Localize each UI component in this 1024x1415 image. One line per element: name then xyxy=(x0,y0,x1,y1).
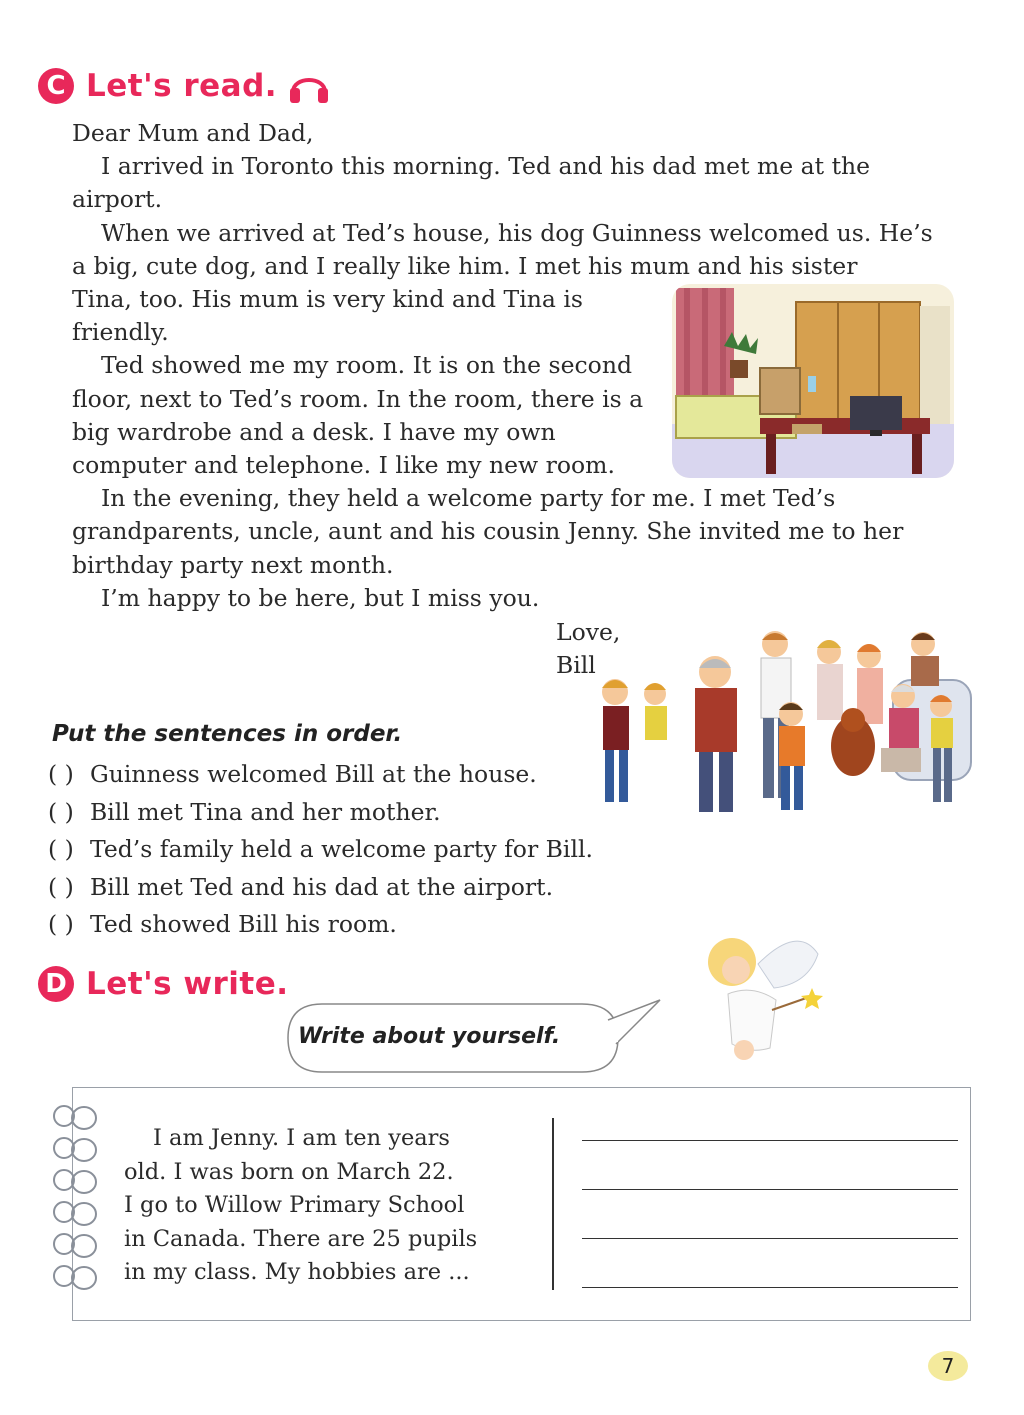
order-blank[interactable]: ( ) xyxy=(48,797,74,826)
speech-bubble-text: Write about yourself. xyxy=(298,1024,561,1049)
writing-line[interactable] xyxy=(582,1238,958,1239)
order-item-text: Ted’s family held a welcome party for Bill. xyxy=(90,835,593,863)
section-c-badge: C xyxy=(38,68,74,104)
section-d-title: Let's write. xyxy=(86,966,289,1002)
order-list xyxy=(48,756,593,944)
letter-closing-love: Love, xyxy=(556,618,621,646)
writing-line[interactable] xyxy=(582,1189,958,1190)
sample-line: in Canada. There are 25 pupils xyxy=(124,1225,478,1252)
task-title: Put the sentences in order. xyxy=(52,721,403,747)
order-blank[interactable]: ( ) xyxy=(48,835,74,863)
letter-signature: Bill xyxy=(556,651,596,680)
order-item-text: Bill met Ted and his dad at the airport. xyxy=(90,872,554,901)
section-d-badge: D xyxy=(38,966,74,1002)
order-item[interactable] xyxy=(48,869,593,907)
bedroom-illustration xyxy=(672,284,954,478)
section-d-header xyxy=(38,966,289,1002)
sample-paragraph xyxy=(124,1122,534,1290)
sample-line: in my class. My hobbies are ... xyxy=(124,1259,470,1285)
angel-illustration xyxy=(688,924,824,1070)
letter-paragraph-2: When we arrived at Ted’s house, his dog Guinness welcomed us. He’s a big, cute dog, and I really like him. I met his mum and his sister xyxy=(72,218,933,280)
order-item[interactable] xyxy=(48,756,593,794)
letter-paragraph-3: Ted showed me my room. It is on the second floor, next to Ted’s room. In the room, there is a big wardrobe and a desk. I have my own computer and telephone. I like my new room. xyxy=(72,351,644,480)
writing-line[interactable] xyxy=(582,1140,958,1141)
order-item[interactable] xyxy=(48,906,593,944)
order-item-text: Guinness welcomed Bill at the house. xyxy=(90,760,537,788)
family-party-illustration xyxy=(563,622,979,818)
order-blank[interactable]: ( ) xyxy=(48,872,74,901)
letter-paragraph-2-continued: Tina, too. His mum is very kind and Tina is friendly. xyxy=(72,285,583,347)
section-c-title: Let's read. xyxy=(86,68,278,104)
order-blank[interactable]: ( ) xyxy=(48,760,74,788)
writing-line[interactable] xyxy=(582,1287,958,1288)
column-divider xyxy=(552,1118,554,1290)
order-item[interactable] xyxy=(48,794,593,832)
sample-line: I am Jenny. I am ten years xyxy=(153,1125,450,1151)
letter-paragraph-1: I arrived in Toronto this morning. Ted and his dad met me at the airport. xyxy=(72,152,871,214)
sample-line: I go to Willow Primary School xyxy=(124,1192,465,1218)
letter-paragraph-4: In the evening, they held a welcome party for me. I met Ted’s grandparents, uncle, aunt and his cousin Jenny. She invited me to her birthday party next month. xyxy=(72,484,904,579)
order-item-text: Bill met Tina and her mother. xyxy=(90,797,441,826)
page-number-badge xyxy=(928,1351,968,1381)
letter-paragraph-5: I’m happy to be here, but I miss you. xyxy=(101,583,540,612)
sample-line: old. I was born on March 22. xyxy=(124,1158,454,1185)
order-item[interactable] xyxy=(48,831,593,869)
spiral-binding-icon xyxy=(50,1104,106,1304)
page-number: 7 xyxy=(941,1354,955,1378)
section-c-header xyxy=(38,66,331,106)
letter-greeting: Dear Mum and Dad, xyxy=(72,119,314,147)
order-item-text: Ted showed Bill his room. xyxy=(90,910,397,938)
headphones-icon[interactable] xyxy=(287,66,331,106)
order-blank[interactable]: ( ) xyxy=(48,910,74,938)
